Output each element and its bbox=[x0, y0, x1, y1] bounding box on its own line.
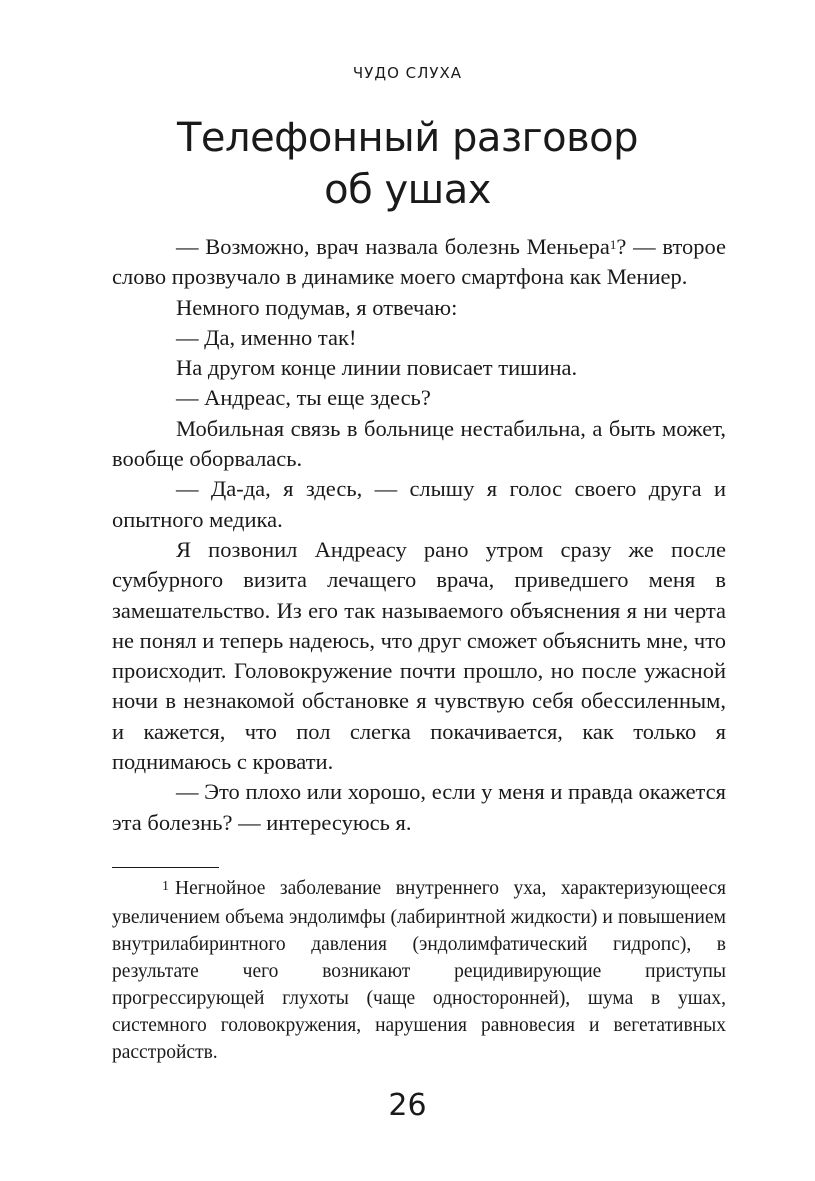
page-number: 26 bbox=[388, 1088, 427, 1123]
footnote-divider bbox=[112, 867, 219, 868]
paragraph-7: — Да-да, я здесь, — слышу я голос своего друга и опытного медика. bbox=[112, 476, 726, 532]
paragraph-1 bbox=[112, 232, 726, 293]
footnote bbox=[112, 875, 726, 1066]
paragraph-1-start: — Возможно, врач назвала болезнь Меньера bbox=[176, 234, 610, 259]
paragraph-3: — Да, именно так! bbox=[176, 324, 357, 350]
body-text bbox=[112, 232, 726, 838]
chapter-title-line-1: Телефонный разговор bbox=[176, 115, 639, 161]
chapter-title bbox=[0, 112, 815, 216]
running-head: ЧУДО СЛУХА bbox=[352, 64, 463, 82]
footnote-reference[interactable]: 1 bbox=[609, 237, 617, 252]
paragraph-8: Я позвонил Андреасу рано утром сразу же после сумбурного визита лечащего врача, приведшего меня в замешательство. Из его так называемого объяснения я ни черта не понял и теперь надеюсь, что друг сможет объяснить мне, что происходит. Головокружение почти прошло, но после ужасной ночи в незнакомой обстановке я чувствую себя обессиленным, и кажется, что пол слегка покачивается, как только я поднимаюсь с кровати. bbox=[112, 536, 726, 775]
paragraph-6: Мобильная связь в больнице нестабильна, а быть может, вообще оборвалась. bbox=[112, 415, 726, 472]
paragraph-2: Немного подумав, я отвечаю: bbox=[176, 294, 458, 320]
paragraph-4: На другом конце линии повисает тишина. bbox=[176, 355, 578, 381]
paragraph-5: — Андреас, ты еще здесь? bbox=[176, 385, 431, 411]
paragraph-1-end: ? — второе слово прозвучало в динамике моего смартфона как Мениер. bbox=[112, 234, 726, 290]
chapter-title-line-2: об ушах bbox=[324, 167, 491, 213]
footnote-text: Негнойное заболевание внутреннего уха, характеризующееся увеличением объема эндолимфы (лабиринтной жидкости) и повышением внутрилабиринтного давления (эндолимфатический гидропс), в результате чего возникают рецидивирующие приступы прогрессирующей глухоты (чаще односторонней), шума в ушах, системного головокружения, нарушения равновесия и вегетативных расстройств. bbox=[112, 878, 726, 1063]
paragraph-9: — Это плохо или хорошо, если у меня и правда окажется эта болезнь? — интересуюсь я. bbox=[112, 779, 726, 835]
footnote-mark: 1 bbox=[162, 879, 169, 894]
